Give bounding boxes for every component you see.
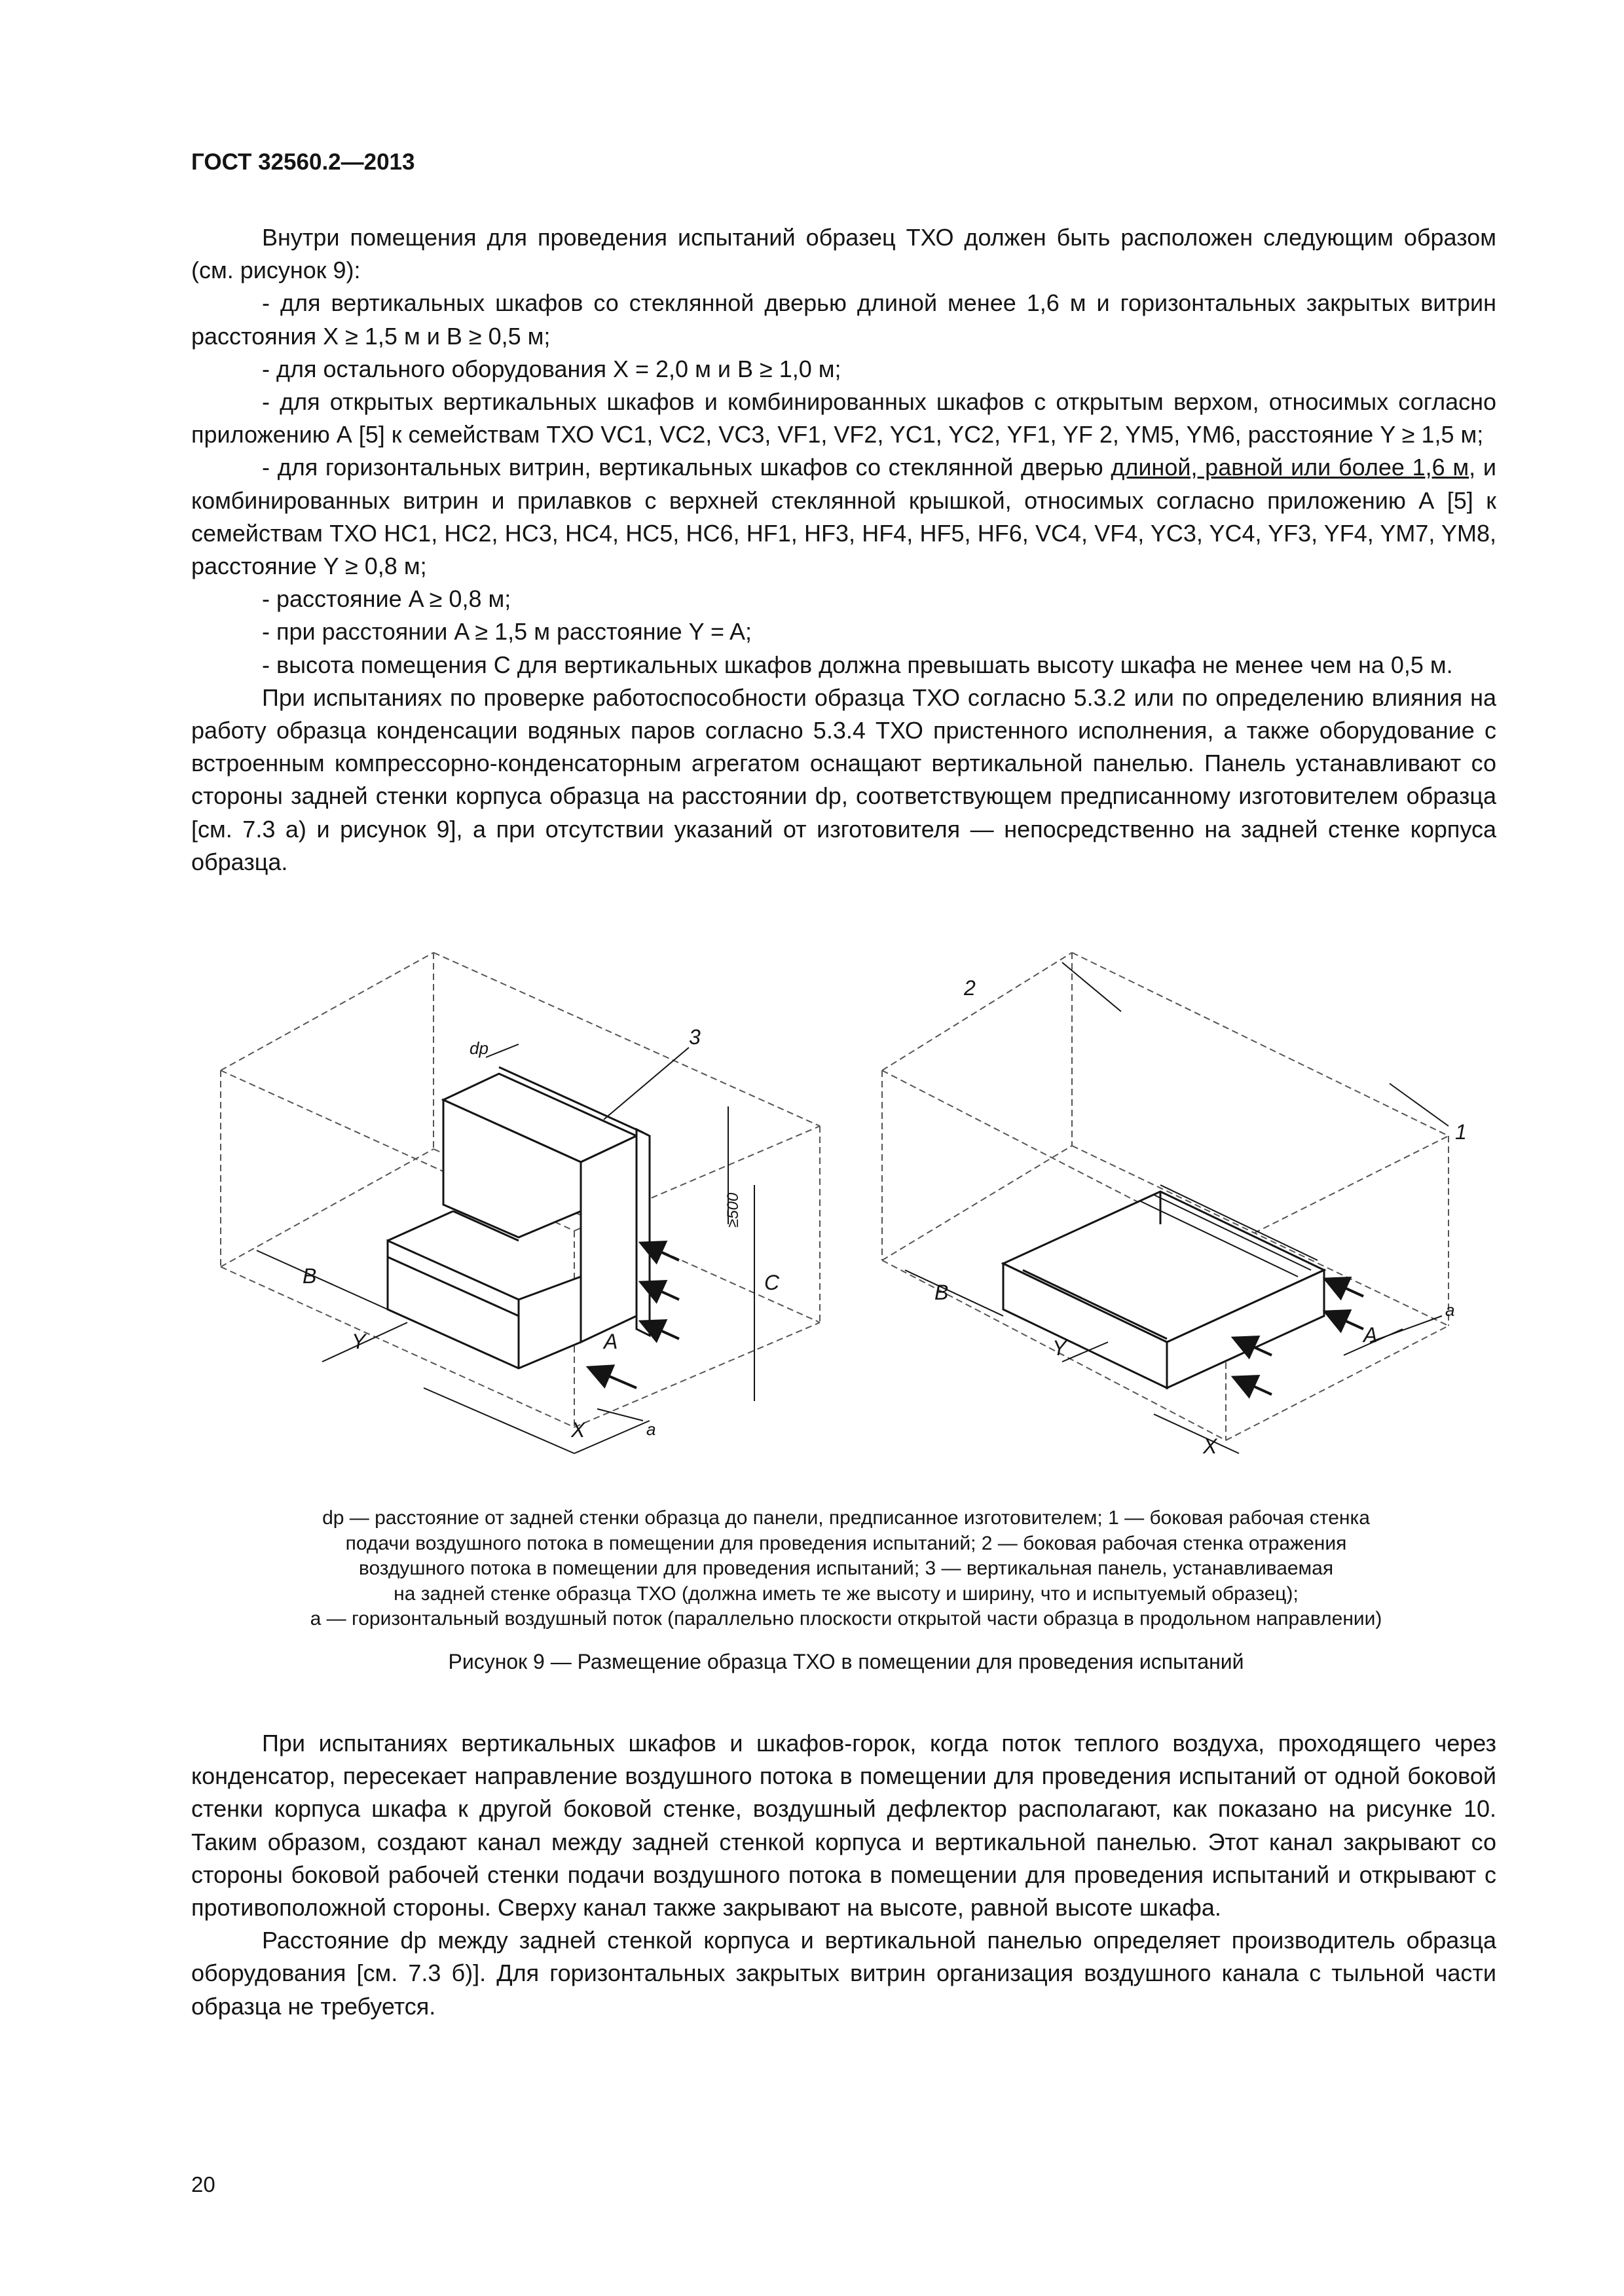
label-2: 2 bbox=[964, 976, 976, 1000]
legend-line: dp — расстояние от задней стенки образца до панели, предписанное изготовителем; 1 — боковая рабочая стенка bbox=[322, 1507, 1370, 1529]
body-text-bottom bbox=[191, 1727, 1496, 2023]
list-item: - для вертикальных шкафов со стеклянной дверью длиной менее 1,6 м и горизонтальных закрытых витрин расстояния X ≥ 1,5 м и B ≥ 0,5 м; bbox=[191, 289, 1496, 350]
page-number: 20 bbox=[191, 2172, 215, 2196]
figure-caption: Рисунок 9 — Размещение образца ТХО в помещении для проведения испытаний bbox=[448, 1650, 1244, 1673]
label-A-left: A bbox=[604, 1330, 618, 1353]
figure-9-drawing bbox=[191, 936, 1501, 1512]
paragraph-intro: Внутри помещения для проведения испытаний образец ТХО должен быть расположен следующим образом (см. рисунок 9): bbox=[191, 224, 1496, 284]
list-item bbox=[191, 451, 1496, 583]
legend-line: на задней стенке образца ТХО (должна иметь те же высоту и ширину, что и испытуемый образец); bbox=[394, 1582, 1299, 1605]
list-item: - для остального оборудования X = 2,0 м и B ≥ 1,0 м; bbox=[262, 355, 841, 382]
label-C: C bbox=[764, 1271, 780, 1294]
label-B-right: B bbox=[934, 1281, 949, 1304]
label-a-right: a bbox=[1445, 1300, 1455, 1320]
label-ge500: ≥500 bbox=[724, 1192, 742, 1228]
label-X-right: X bbox=[1203, 1434, 1217, 1458]
label-a-left: a bbox=[646, 1419, 656, 1439]
figure-9 bbox=[191, 936, 1501, 1512]
legend-line: воздушного потока в помещении для проведения испытаний; 3 — вертикальная панель, устанавливаемая bbox=[358, 1558, 1334, 1580]
figure-legend bbox=[191, 1506, 1501, 1632]
label-dp: dp bbox=[470, 1038, 489, 1058]
list-item-text: , и комбинированных витрин и прилавков с верхней стеклянной крышкой, относимых согласно приложению А [5] к семействам ТХО HC1, HC2, HC3, HC4, HC5, HC6, HF1, HF3, HF4, HF5, HF6, VC4, VF4, YC3, YC4, YF3, YF4, YM7, YM8, расстояние Y ≥ 0,8 м; bbox=[191, 454, 1496, 580]
left-cabinet bbox=[388, 1074, 637, 1368]
underlined-text: длиной, равной или более 1,6 м bbox=[1111, 454, 1469, 481]
legend-line: подачи воздушного потока в помещении для проведения испытаний; 2 — боковая рабочая стенка отражения bbox=[345, 1532, 1347, 1554]
legend-line: a — горизонтальный воздушный поток (параллельно плоскости открытой части образца в продольном направлении) bbox=[310, 1608, 1382, 1630]
paragraph-panel: При испытаниях по проверке работоспособности образца ТХО согласно 5.3.2 или по определению влияния на работу образца конденсации водяных паров согласно 5.3.4 ТХО пристенного исполнения, а также оборудование с встроенным компрессорно-конденсаторным агрегатом оснащают вертикальной панелью. Панель устанавливают со стороны задней стенки корпуса образца на расстоянии dp, соответствующем предписанному изготовителем образца [см. 7.3 а) и рисунок 9], а при отсутствии указаний от изготовителя — непосредственно на задней стенке корпуса образца. bbox=[191, 683, 1496, 875]
list-item: - при расстоянии A ≥ 1,5 м расстояние Y = A; bbox=[262, 618, 752, 646]
label-3: 3 bbox=[689, 1025, 701, 1049]
label-1: 1 bbox=[1455, 1120, 1467, 1144]
label-A-right: A bbox=[1363, 1323, 1378, 1347]
label-B-left: B bbox=[303, 1264, 317, 1288]
list-item: - высота помещения C для вертикальных шкафов должна превышать высоту шкафа не менее чем на 0,5 м. bbox=[262, 651, 1453, 678]
label-Y-right: Y bbox=[1052, 1336, 1067, 1360]
list-item: - для открытых вертикальных шкафов и комбинированных шкафов с открытым верхом, относимых согласно приложению А [5] к семействам ТХО VC1, VC2, VC3, VF1, VF2, YC1, YC2, YF1, YF 2, YM5, YM6, расстояние Y ≥ 1,5 м; bbox=[191, 388, 1496, 448]
document-header: ГОСТ 32560.2—2013 bbox=[191, 149, 415, 175]
label-X-left: X bbox=[571, 1418, 585, 1442]
list-item: - расстояние A ≥ 0,8 м; bbox=[262, 585, 511, 613]
right-cabinet bbox=[1003, 1192, 1324, 1388]
list-item-text: - для горизонтальных витрин, вертикальных шкафов со стеклянной дверью bbox=[262, 454, 1111, 481]
body-text-top bbox=[191, 221, 1496, 879]
paragraph-deflector: При испытаниях вертикальных шкафов и шкафов-горок, когда поток теплого воздуха, проходящего через конденсатор, пересекает направление воздушного потока в помещении для проведения испытаний от одной боковой стенки корпуса шкафа к другой боковой стенке, воздушный дефлектор располагают, как показано на рисунке 10. Таким образом, создают канал между задней стенкой корпуса и вертикальной панелью. Этот канал закрывают со стороны боковой рабочей стенки подачи воздушного потока в помещении для проведения испытаний и открывают с противоположной стороны. Сверху канал также закрывают на высоте, равной высоте шкафа. bbox=[191, 1730, 1496, 1922]
label-Y-left: Y bbox=[352, 1330, 366, 1353]
paragraph-distance: Расстояние dp между задней стенкой корпуса и вертикальной панелью определяет производитель образца оборудования [см. 7.3 б)]. Для горизонтальных закрытых витрин организация воздушного канала с тыльной части образца не требуется. bbox=[191, 1927, 1496, 2020]
